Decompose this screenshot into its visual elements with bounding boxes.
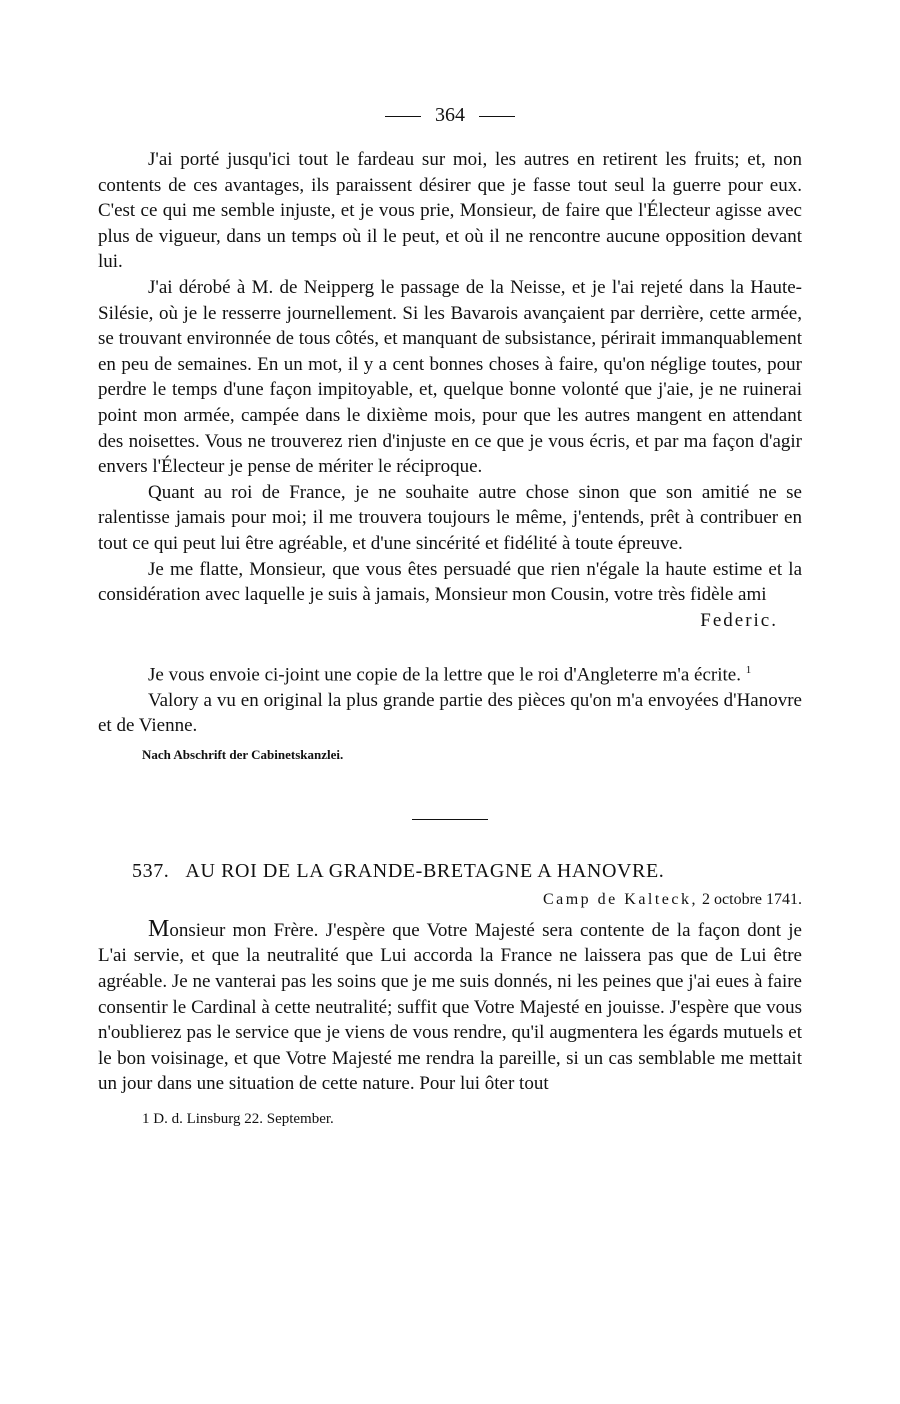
footnote-reference: 1	[745, 663, 752, 676]
page-content	[98, 147, 802, 1128]
page-number-text: 364	[435, 104, 465, 126]
page-number-dash-left	[385, 116, 421, 117]
paragraph-4: Je me flatte, Monsieur, que vous êtes persuadé que rien n'égale la haute estime et la considération avec laquelle je suis à jamais, Monsieur mon Cousin, votre très fidèle ami	[98, 558, 802, 606]
letter-heading	[98, 860, 802, 883]
letter-dateline	[98, 891, 802, 909]
postscript-1	[98, 658, 802, 688]
page-number-dash-right	[479, 116, 515, 117]
paragraph-2: J'ai dérobé à M. de Neipperg le passage de la Neisse, et je l'ai rejeté dans la Haute-Silésie, où je le resserre journellement. Si les Bavarois avançaient par derrière, cette armée, se trouvant environnée de tous côtés, et manquant de subsistance, périrait immanquablement en peu de semaines. En un mot, il y a cent bonnes choses à faire, qu'on néglige toutes, pour perdre le temps d'une façon impitoyable, et, quelque bonne volonté que j'aie, je ne ruinerai point mon armée, campée dans le dixième mois, pour que les autres mangent en attendant des noisettes. Vous ne trouverez rien d'injuste en ce que je vous écris, et par ma façon d'agir envers l'Électeur je pense de mériter le réciproque.	[98, 276, 802, 478]
letter-body: Monsieur mon Frère. J'espère que Votre Majesté sera contente de la façon dont je L'ai servie, et que la neutralité que Lui accorda la France ne laissera pas que de Lui être agréable. Je ne vanterai pas les soins que je me suis donnés, ni les peines que j'ai eues à faire consentir le Cardinal à cette neutralité; suffit que Votre Majesté en jouisse. J'espère que vous n'oublierez pas le service que je viens de vous rendre, qu'il augmentera les égards mutuels et le bon voisinage, et que Votre Majesté me rendra la pareille, si un cas semblable me mettait un jour dans une situation de cette nature. Pour lui ôter tout	[98, 915, 802, 1095]
postscript-1-text: Je vous envoie ci-joint une copie de la lettre que le roi d'Angleterre m'a écrite.	[148, 664, 741, 686]
footnote-mark: 1	[142, 1110, 150, 1127]
dateline-place: Camp de Kalteck,	[542, 890, 699, 908]
page-number	[0, 100, 900, 130]
dateline-date: 2 octobre 1741.	[702, 890, 802, 908]
paragraph-1: J'ai porté jusqu'ici tout le fardeau sur moi, les autres en retirent les fruits; et, non contents de ces avantages, ils paraissent désirer que je fasse tout seul la guerre pour eux. C'est ce qui me semble injuste, et je vous prie, Monsieur, de faire que l'Électeur agisse avec plus de vigueur, dans un temps où il le peut, et où il ne rencontre aucune opposition devant lui.	[98, 149, 802, 273]
letter-title: AU ROI DE LA GRANDE-BRETAGNE A HANOVRE.	[185, 859, 665, 882]
paragraph-3: Quant au roi de France, je ne souhaite autre chose sinon que son amitié ne se ralentisse jamais pour moi; il me trouvera toujours le même, j'entends, prêt à contribuer en tout ce qui peut lui être agréable, et d'une sincérité et fidélité à toute épreuve.	[98, 481, 802, 554]
source-note: Nach Abschrift der Cabinetskanzlei.	[142, 746, 344, 762]
letter-number: 537.	[132, 859, 170, 882]
footnote	[98, 1111, 802, 1128]
section-divider	[412, 819, 488, 820]
signature: Federic.	[700, 609, 778, 631]
postscript-2: Valory a vu en original la plus grande partie des pièces qu'on m'a envoyées d'Hanovre et de Vienne.	[98, 689, 802, 737]
footnote-text: D. d. Linsburg 22. September.	[153, 1110, 334, 1127]
